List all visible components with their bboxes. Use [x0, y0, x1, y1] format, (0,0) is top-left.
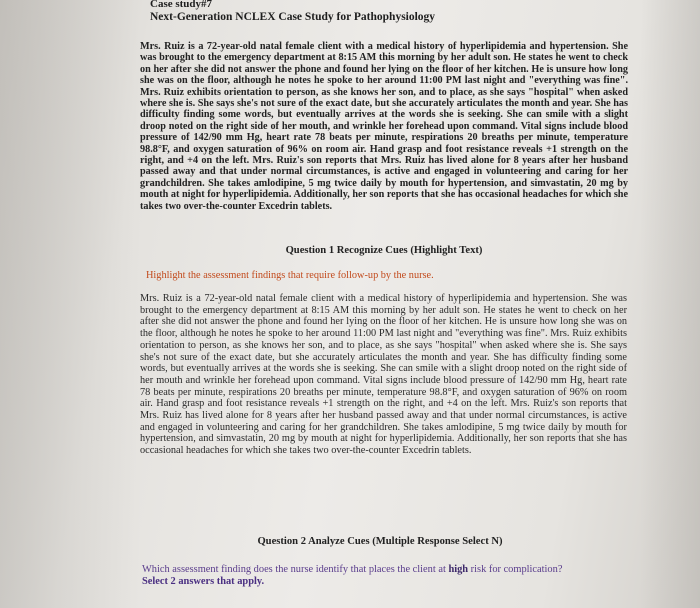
- photo-shadow-left: [0, 0, 140, 608]
- case-label: Case study#7: [150, 0, 213, 10]
- question-2-prompt: [142, 564, 622, 588]
- case-paragraph: Mrs. Ruiz is a 72-year-old natal female client with a medical history of hyperlipidemia and hypertension. She was brought to the emergency department at 8:15 AM this morning by her adult son. He states he went to check on her after she did not answer the phone and found her lying on the floor of her kitchen. He is unsure how long she was on the floor, although he notes he spoke to her around 11:00 PM last night and "everything was fine". Mrs. Ruiz exhibits orientation to person, as she knows her son, and to place, as she says "hospital" when asked where she is. She says she's not sure of the exact date, but she accurately articulates the month and year. She has difficulty finding some words, but eventually arrives at the words she is seeking. She can smile with a slight droop noted on the right side of her mouth, and wrinkle her forehead upon command. Vital signs include blood pressure of 142/90 mm Hg, heart rate 78 beats per minute, respirations 20 breaths per minute, temperature 98.8°F, and oxygen saturation of 96% on room air. Hand grasp and foot resistance reveals +1 strength on the right, and +4 on the left. Mrs. Ruiz's son reports that Mrs. Ruiz has lived alone for 8 years after her husband passed away and that under normal circumstances, is active and engaged in volunteering and caring for her grandchildren. She takes amlodipine, 5 mg twice daily by mouth for hypertension, and simvastatin, 20 mg by mouth at night for hyperlipidemia. Additionally, her son reports that she has occasional headaches for which she takes two over-the-counter Excedrin tablets.: [140, 41, 628, 212]
- question-2-prompt-end: risk for complication?: [468, 564, 563, 575]
- question-2-select-note: Select 2 answers that apply.: [142, 576, 265, 587]
- question-2-heading: Question 2 Analyze Cues (Multiple Response Select N): [257, 536, 503, 547]
- question-2-prompt-highlight: high: [448, 564, 469, 575]
- question-2-prompt-start: Which assessment finding does the nurse identify that places the client at: [142, 564, 449, 575]
- question-1-heading: Question 1 Recognize Cues (Highlight Text): [285, 245, 483, 256]
- question-1-instruction: Highlight the assessment findings that require follow-up by the nurse.: [146, 270, 434, 281]
- document-page: [140, 0, 640, 608]
- question-1-highlight-text[interactable]: Mrs. Ruiz is a 72-year-old natal female client with a medical history of hyperlipidemia and hypertension. She was brought to the emergency department at 8:15 AM this morning by her adult son. He states he went to check on her after she did not answer the phone and found her lying on the floor of her kitchen. He is unsure how long she was on the floor, although he notes he spoke to her around 11:00 PM last night and "everything was fine". Mrs. Ruiz exhibits orientation to person, as she knows her son, and to place, as she says "hospital" when asked where she is. She says she's not sure of the exact date, but she accurately articulates the month and year. She has difficulty finding some words, but eventually arrives at the words she is seeking. She can smile with a slight droop noted on the right side of her mouth and wrinkle her forehead upon command. Vital signs include blood pressure of 142/90 mm Hg, heart rate 78 beats per minute, respirations 20 breaths per minute, temperature 98.8°F, and oxygen saturation of 96% on room air. Hand grasp and foot resistance reveals +1 strength on the right, and +4 on the left. Mrs. Ruiz's son reports that Mrs. Ruiz has lived alone for 8 years after her husband passed away and that under normal circumstances, is active and engaged in volunteering and caring for her grandchildren. She takes amlodipine, 5 mg twice daily by mouth for hypertension, and simvastatin, 20 mg by mouth at night for hyperlipidemia. Additionally, her son reports that she has occasional headaches for which she takes two over-the-counter Excedrin tablets.: [140, 293, 627, 457]
- document-title: Next-Generation NCLEX Case Study for Pathophysiology: [150, 11, 436, 23]
- photo-shadow-right: [640, 0, 700, 608]
